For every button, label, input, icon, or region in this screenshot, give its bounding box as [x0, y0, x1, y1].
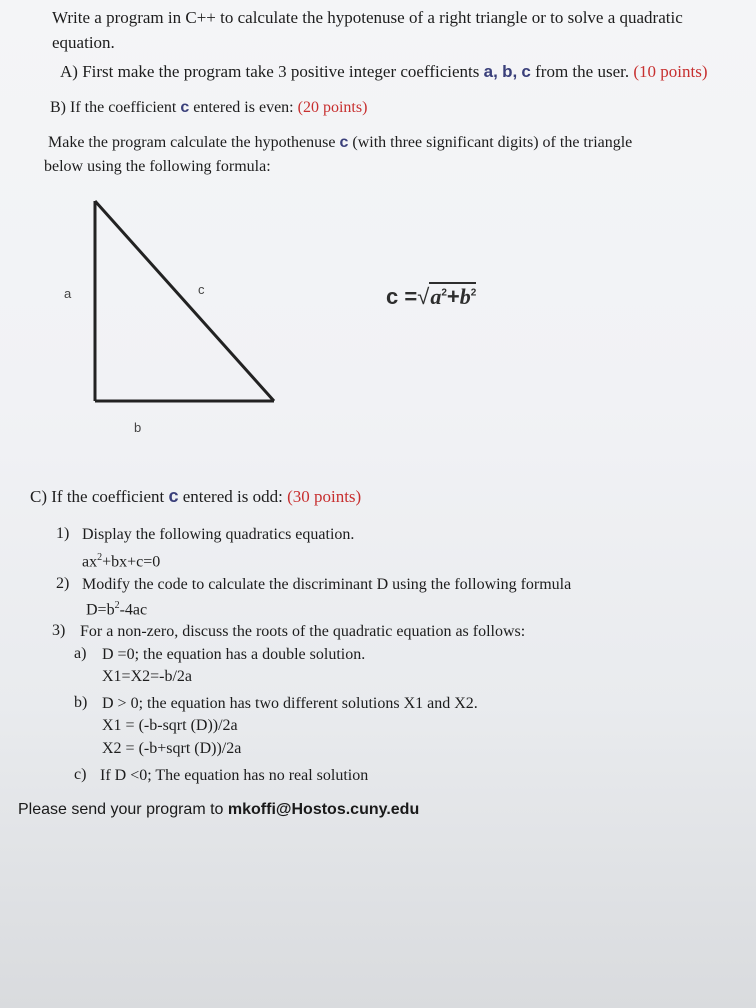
part-b-desc-1-prefix: Make the program calculate the hypothenuse	[48, 134, 340, 151]
part-a-prefix: A) First make the program take 3 positive integer coefficients	[60, 62, 484, 81]
part-c-suffix: entered is odd:	[178, 487, 283, 506]
item-2-text: Modify the code to calculate the discriminant D using the following formula	[82, 576, 572, 593]
triangle-label-b: b	[134, 420, 142, 435]
discriminant-part-1: D=b	[86, 601, 115, 619]
sub-c-number: c)	[74, 766, 87, 783]
triangle-drawing	[86, 195, 286, 405]
sub-b-solution-2: X2 = (-b+sqrt (D))/2a	[102, 740, 242, 757]
sub-a-number: a)	[74, 645, 87, 662]
formula-b: b	[459, 284, 471, 309]
sub-a-text: D =0; the equation has a double solution.	[102, 646, 366, 663]
part-b-coef: c	[180, 99, 190, 116]
sub-c-text: If D <0; The equation has no real solution	[100, 767, 369, 784]
triangle-label-c: c	[198, 282, 205, 297]
discriminant-formula	[86, 596, 147, 620]
formula-a: a	[430, 284, 442, 309]
formula-b-exp: 2	[470, 287, 477, 299]
sub-b-number: b)	[74, 694, 88, 711]
quadratic-eq-part-1: ax	[82, 553, 98, 571]
part-c-coef: c	[168, 486, 179, 506]
part-a-points: (10 points)	[633, 62, 708, 81]
quadratic-eq-sup: 2	[97, 552, 103, 563]
submission-instruction	[18, 801, 419, 819]
discriminant-part-2: -4ac	[119, 601, 148, 619]
submission-prefix: Please send your program to	[18, 801, 228, 818]
part-b-desc-1-suffix: (with three significant digits) of the triangle	[348, 134, 633, 151]
item-3-text: For a non-zero, discuss the roots of the quadratic equation as follows:	[80, 623, 526, 640]
submission-email: mkoffi@Hostos.cuny.edu	[227, 801, 420, 818]
part-b	[50, 98, 367, 118]
coef-a: a,	[483, 62, 498, 81]
item-1-number: 1)	[56, 525, 70, 542]
hypotenuse-formula	[386, 284, 476, 310]
part-c-prefix: C) If the coefficient	[30, 487, 169, 506]
sub-b-text: D > 0; the equation has two different solutions X1 and X2.	[102, 695, 478, 712]
right-triangle-figure	[86, 195, 286, 405]
item-1-text: Display the following quadratics equation.	[82, 526, 355, 543]
intro-line-1: Write a program in C++ to calculate the hypotenuse of a right triangle or to solve a quadratic	[52, 8, 683, 27]
part-a	[60, 62, 707, 82]
triangle-label-a: a	[64, 286, 72, 301]
formula-a-exp: 2	[441, 287, 447, 299]
quadratic-equation	[82, 548, 160, 572]
part-c-points: (30 points)	[287, 487, 362, 506]
coef-c: c	[521, 62, 531, 81]
part-b-prefix: B) If the coefficient	[50, 99, 181, 116]
formula-plus: +	[446, 284, 460, 309]
part-b-desc-2: below using the following formula:	[44, 158, 271, 175]
sub-b-solution-1: X1 = (-b-sqrt (D))/2a	[102, 717, 238, 734]
part-b-desc-1	[48, 133, 632, 153]
sqrt-radicand	[429, 282, 476, 309]
part-b-suffix: entered is even:	[189, 99, 294, 116]
quadratic-eq-part-2: +bx+c=0	[102, 553, 161, 571]
sqrt-sign: √	[417, 284, 430, 309]
intro-line-2: equation.	[52, 33, 115, 52]
part-b-points: (20 points)	[297, 99, 368, 116]
sub-a-solution: X1=X2=-b/2a	[102, 668, 193, 685]
part-a-suffix: from the user.	[530, 62, 630, 81]
part-b-desc-1-coef: c	[339, 134, 349, 151]
item-2-number: 2)	[56, 575, 70, 592]
part-c	[30, 486, 361, 507]
coef-b: b,	[502, 62, 518, 81]
discriminant-sup: 2	[114, 600, 120, 611]
item-3-number: 3)	[52, 622, 66, 639]
formula-equals: =	[404, 284, 418, 309]
formula-lhs: c	[386, 284, 399, 309]
